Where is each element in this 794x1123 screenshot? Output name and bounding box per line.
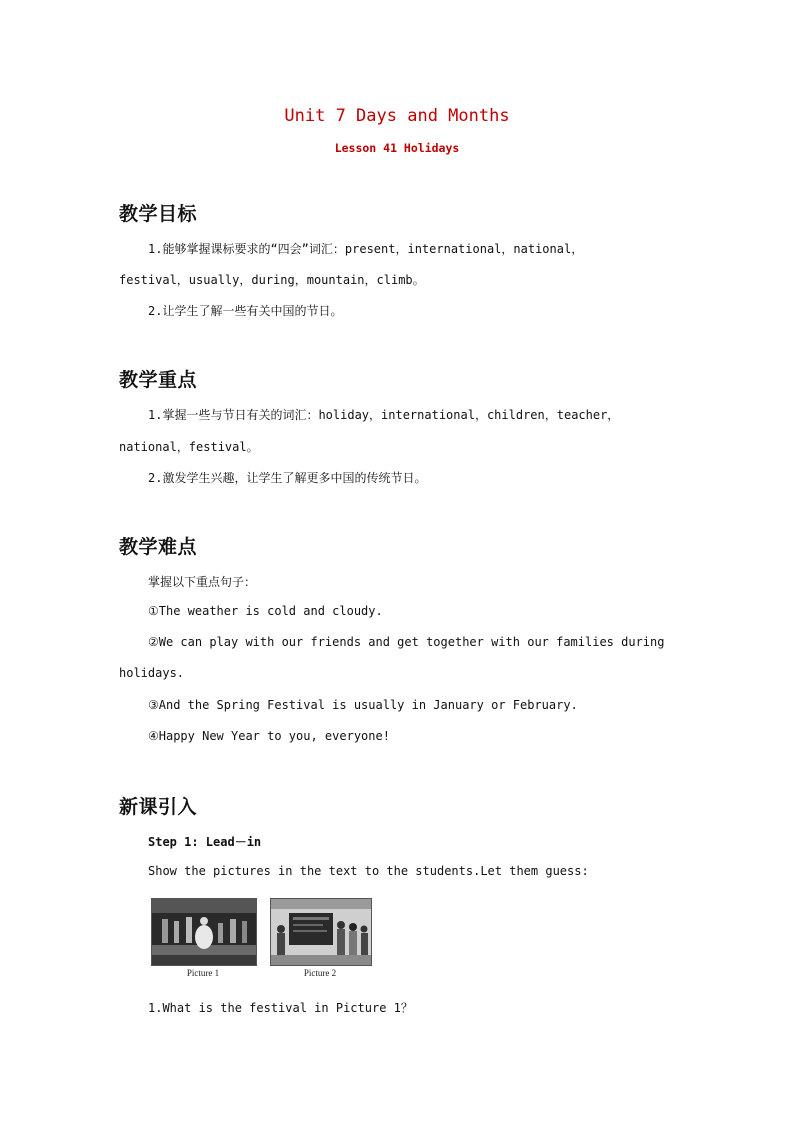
key-sentence-2: ②We can play with our friends and get together with our families during	[148, 635, 665, 649]
picture-2-image	[270, 898, 372, 966]
key-sentence-3: ③And the Spring Festival is usually in January or February.	[148, 698, 578, 712]
difficulties-intro: 掌握以下重点句子：	[148, 575, 257, 589]
key-points-line-2: national，festival。	[119, 440, 259, 454]
key-points-line-3: 2.激发学生兴趣，让学生了解更多中国的传统节日。	[148, 471, 427, 485]
objectives-line-3: 2.让学生了解一些有关中国的节日。	[148, 304, 343, 318]
section-heading-objectives: 教学目标	[119, 203, 198, 225]
lesson-subtitle: Lesson 41 Holidays	[334, 141, 460, 155]
question-1: 1.What is the festival in Picture 1？	[148, 1001, 413, 1015]
objectives-line-1: 1.能够掌握课标要求的“四会”词汇：present，international，national，	[148, 242, 584, 256]
section-heading-difficulties: 教学难点	[119, 536, 198, 558]
key-sentence-2-continued: holidays.	[119, 666, 185, 680]
key-sentence-1: ①The weather is cold and cloudy.	[148, 604, 383, 618]
step-1-instruction: Show the pictures in the text to the students.Let them guess:	[148, 864, 589, 878]
key-sentence-4: ④Happy New Year to you, everyone!	[148, 729, 390, 743]
section-heading-intro: 新课引入	[119, 796, 198, 818]
picture-1-caption: Picture 1	[186, 968, 220, 978]
picture-2-caption: Picture 2	[303, 968, 337, 978]
picture-1-image	[151, 898, 257, 966]
objectives-line-2: festival，usually，during，mountain，climb。	[119, 273, 425, 287]
section-heading-key-points: 教学重点	[119, 369, 198, 391]
step-1-label: Step 1: Lead－in	[148, 835, 262, 849]
document-title: Unit 7 Days and Months	[284, 106, 510, 126]
key-points-line-1: 1.掌握一些与节日有关的词汇：holiday，international，children，teacher，	[148, 408, 620, 422]
